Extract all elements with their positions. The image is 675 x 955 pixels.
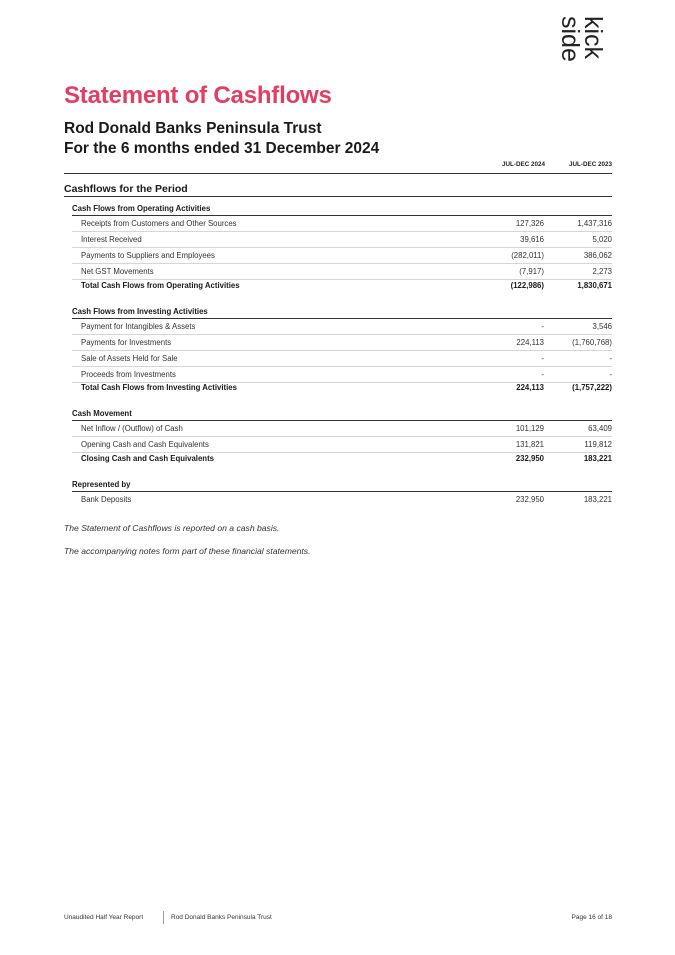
note-cash-basis: The Statement of Cashflows is reported on a cash basis. [64,523,280,533]
total-label: Total Cash Flows from Operating Activities [81,281,240,290]
section-title-period: Cashflows for the Period [64,183,188,195]
row-value-current: 127,326 [515,219,544,228]
table-row [72,319,612,335]
total-value-current: (122,986) [510,281,544,290]
row-value-current: (282,011) [511,251,544,260]
row-value-current: 101,129 [515,424,544,433]
represented-heading: Represented by [72,480,131,489]
row-value-prior: 5,020 [592,235,612,244]
operating-heading: Cash Flows from Operating Activities [72,204,211,213]
footer-divider [163,911,164,924]
total-value-current: 232,950 [515,454,544,463]
footer-org: Rod Donald Banks Peninsula Trust [171,914,272,921]
note-accompanying: The accompanying notes form part of these financial statements. [64,546,311,556]
table-row [72,232,612,248]
page-title: Statement of Cashflows [64,82,332,109]
row-value-current: 131,821 [515,440,544,449]
divider [64,173,612,174]
total-value-current: 224,113 [516,383,544,392]
row-value-current: - [541,370,544,379]
footer-page-number: Page 16 of 18 [571,914,612,921]
table-row [72,492,612,507]
row-label: Net GST Movements [81,267,154,276]
subtitle-period: For the 6 months ended 31 December 2024 [64,140,380,157]
row-value-prior: - [609,370,612,379]
column-header-prior: JUL-DEC 2023 [568,161,612,168]
movement-heading: Cash Movement [72,409,132,418]
total-label: Closing Cash and Cash Equivalents [81,454,215,463]
page-subtitle [64,119,379,159]
row-label: Receipts from Customers and Other Sources [81,219,237,228]
row-value-current: 224,113 [516,338,544,347]
kickside-logo [556,14,612,80]
row-value-current: - [541,322,544,331]
row-label: Proceeds from Investments [81,370,176,379]
row-label: Payments for Investments [81,338,172,347]
row-value-current: - [541,354,544,363]
row-value-prior: 119,812 [584,440,612,449]
row-value-prior: 2,273 [592,267,612,276]
footer-report: Unaudited Half Year Report [64,914,144,921]
table-row [72,351,612,367]
total-row [72,380,612,395]
row-label: Payment for Intangibles & Assets [81,322,196,331]
total-row [72,278,612,293]
total-row [72,451,612,466]
row-label: Bank Deposits [81,495,132,504]
row-label: Opening Cash and Cash Equivalents [81,440,209,449]
row-label: Net Inflow / (Outflow) of Cash [81,424,183,433]
logo-text-side: side [556,16,584,62]
row-value-prior: 63,409 [588,424,612,433]
row-value-current: 232,950 [515,495,544,504]
row-value-prior: 3,546 [592,322,612,331]
investing-heading: Cash Flows from Investing Activities [72,307,208,316]
row-value-prior: 386,062 [583,251,612,260]
column-header-current: JUL-DEC 2024 [501,161,545,168]
row-value-current: (7,917) [519,267,544,276]
total-value-prior: (1,757,222) [572,383,612,392]
row-label: Sale of Assets Held for Sale [81,354,178,363]
subtitle-org: Rod Donald Banks Peninsula Trust [64,120,322,137]
row-value-current: 39,616 [520,235,544,244]
row-value-prior: - [609,354,612,363]
total-value-prior: 183,221 [583,454,612,463]
table-row [72,421,612,437]
divider [64,196,612,197]
table-row [72,335,612,351]
table-row [72,248,612,264]
row-value-prior: 1,437,316 [577,219,612,228]
total-label: Total Cash Flows from Investing Activities [81,383,237,392]
total-value-prior: 1,830,671 [577,281,612,290]
table-row [72,216,612,232]
row-value-prior: (1,760,768) [572,338,612,347]
row-label: Payments to Suppliers and Employees [81,251,215,260]
row-value-prior: 183,221 [583,495,612,504]
logo-text-kick: kick [579,16,607,60]
row-label: Interest Received [81,235,142,244]
